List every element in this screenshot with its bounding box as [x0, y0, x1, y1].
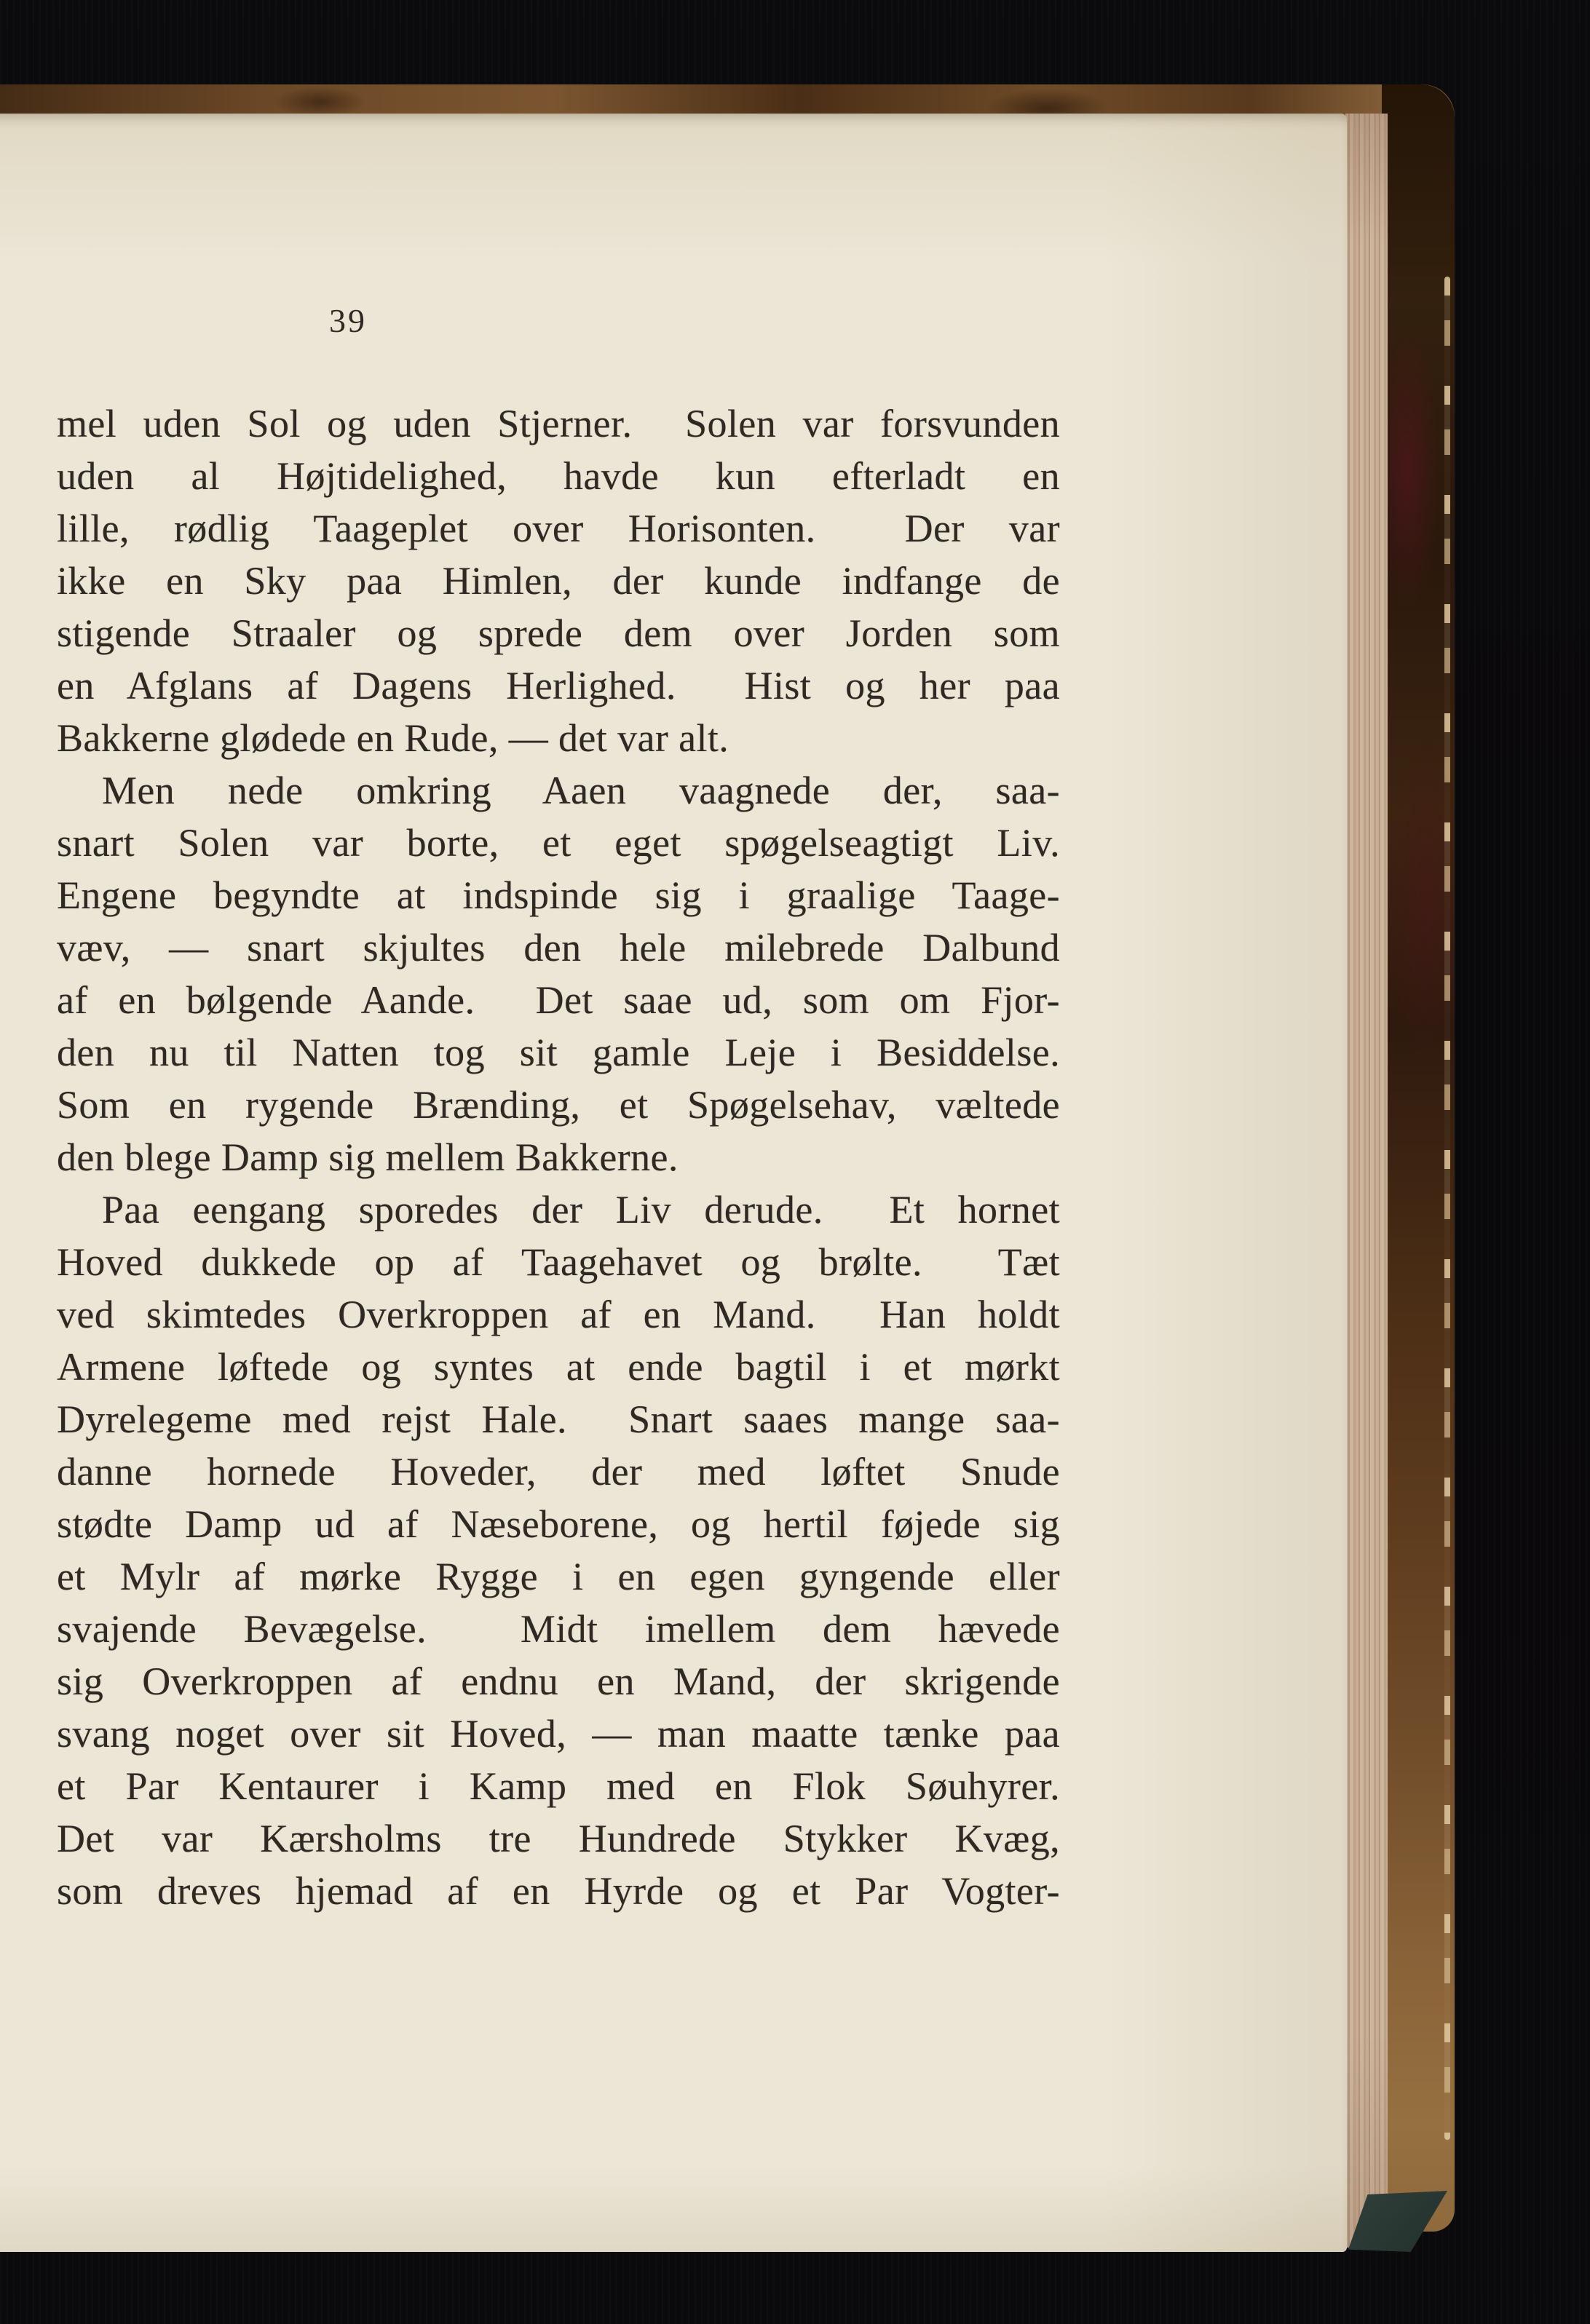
text-line: som dreves hjemad af en Hyrde og et Par Vogter- [57, 1869, 1060, 1913]
text-line: Men nede omkring Aaen vaagnede der, saa- [102, 769, 1060, 812]
text-line: ikke en Sky paa Himlen, der kunde indfange de [57, 559, 1060, 603]
text-line: snart Solen var borte, et eget spøgelseagtigt Liv. [57, 821, 1060, 865]
text-block [57, 397, 1060, 1917]
text-line: Som en rygende Brænding, et Spøgelsehav, væltede [57, 1083, 1060, 1127]
text-line: Dyrelegeme med rejst Hale. Snart saaes mange saa- [57, 1397, 1060, 1441]
text-line: Armene løftede og syntes at ende bagtil i et mørkt [57, 1345, 1060, 1389]
cover-worn-edge [1444, 277, 1450, 2140]
book-page [0, 114, 1347, 2252]
text-line: Paa eengang sporedes der Liv derude. Et hornet [102, 1188, 1060, 1232]
text-line: den blege Damp sig mellem Bakkerne. [57, 1135, 679, 1179]
text-line: Det var Kærsholms tre Hundrede Stykker Kvæg, [57, 1817, 1060, 1860]
text-line: væv, — snart skjultes den hele milebrede Dalbund [57, 926, 1060, 969]
text-line: Engene begyndte at indspinde sig i graalige Taage- [57, 873, 1060, 917]
text-line: Hoved dukkede op af Taagehavet og brølte. Tæt [57, 1240, 1060, 1284]
text-line: danne hornede Hoveder, der med løftet Snude [57, 1450, 1060, 1494]
text-line: et Par Kentaurer i Kamp med en Flok Søuhyrer. [57, 1764, 1060, 1808]
text-line: stigende Straaler og sprede dem over Jorden som [57, 611, 1060, 655]
text-line: Bakkerne glødede en Rude, — det var alt. [57, 716, 729, 760]
book-cover-right-edge [1382, 84, 1455, 2232]
text-line: uden al Højtidelighed, havde kun efterladt en [57, 454, 1060, 498]
text-line: sig Overkroppen af endnu en Mand, der skrigende [57, 1659, 1060, 1703]
text-line: lille, rødlig Taageplet over Horisonten. Der var [57, 507, 1060, 550]
text-line: et Mylr af mørke Rygge i en egen gyngende eller [57, 1555, 1060, 1598]
text-line: stødte Damp ud af Næseborene, og hertil føjede sig [57, 1502, 1060, 1546]
text-line: mel uden Sol og uden Stjerner. Solen var forsvunden [57, 402, 1060, 445]
text-line: en Afglans af Dagens Herlighed. Hist og her paa [57, 664, 1060, 707]
text-line: den nu til Natten tog sit gamle Leje i Besiddelse. [57, 1031, 1060, 1074]
page-number: 39 [329, 302, 367, 339]
text-line: svang noget over sit Hoved, — man maatte tænke paa [57, 1712, 1060, 1756]
page-block-fore-edge [1345, 114, 1388, 2248]
text-line: ved skimtedes Overkroppen af en Mand. Han holdt [57, 1293, 1060, 1336]
text-line: svajende Bevægelse. Midt imellem dem hævede [57, 1607, 1060, 1651]
text-line: af en bølgende Aande. Det saae ud, som om Fjor- [57, 978, 1060, 1022]
